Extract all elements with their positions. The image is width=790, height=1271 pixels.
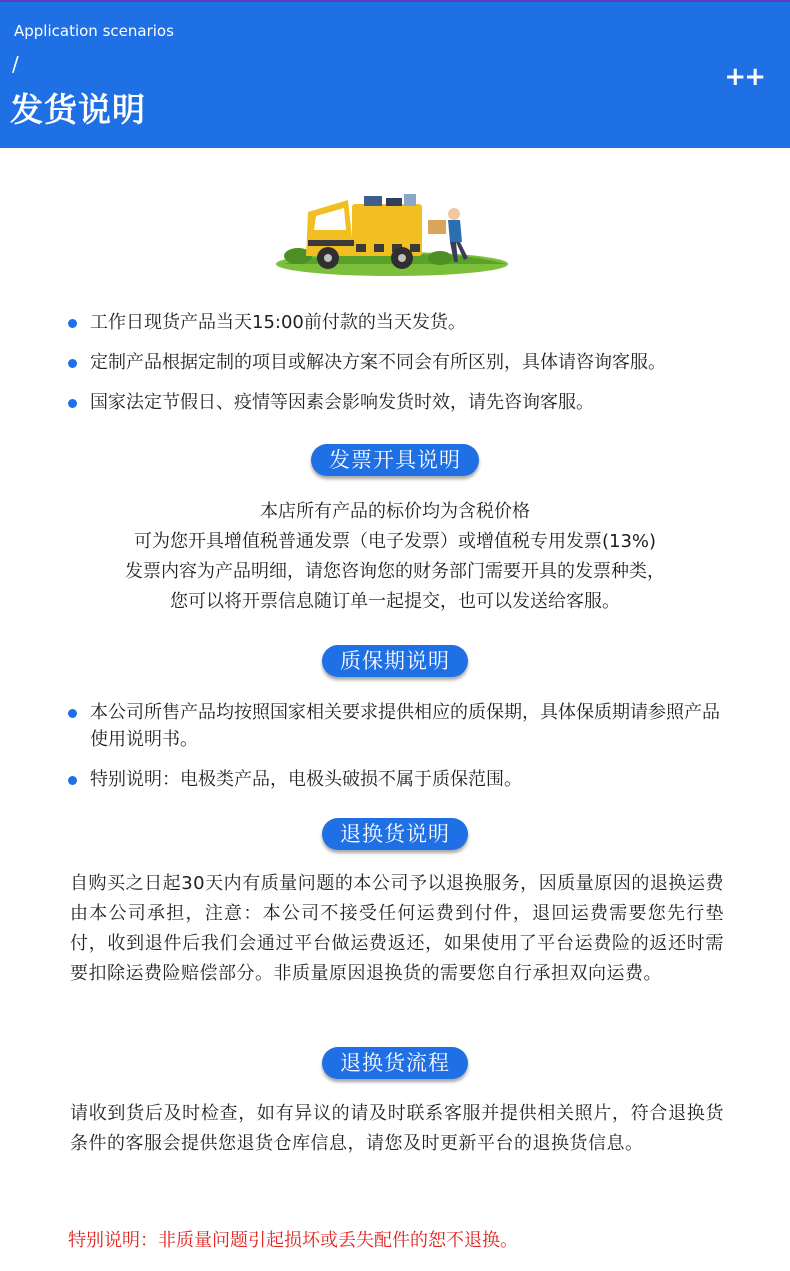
process-heading: 退换货流程 — [322, 1047, 468, 1079]
invoice-line: 您可以将开票信息随订单一起提交，也可以发送给客服。 — [170, 591, 620, 612]
invoice-text — [0, 497, 790, 617]
header-slash: / — [12, 52, 19, 76]
header-banner — [0, 0, 790, 148]
special-notice: 特别说明：非质量问题引起损坏或丢失配件的恕不退换。 — [68, 1230, 518, 1251]
invoice-line: 本店所有产品的标价均为含税价格 — [260, 501, 530, 522]
warranty-heading: 质保期说明 — [322, 645, 468, 677]
list-item: 本公司所售产品均按照国家相关要求提供相应的质保期，具体保质期请参照产品使用说明书。 — [66, 699, 728, 753]
delivery-truck-icon — [274, 190, 514, 282]
returns-heading: 退换货说明 — [322, 818, 468, 850]
list-item: 国家法定节假日、疫情等因素会影响发货时效，请先咨询客服。 — [66, 389, 746, 416]
invoice-heading: 发票开具说明 — [311, 444, 479, 476]
invoice-line: 发票内容为产品明细，请您咨询您的财务部门需要开具的发票种类， — [125, 561, 665, 582]
header-plus-decoration: ++ — [724, 62, 764, 92]
warranty-list — [66, 699, 728, 806]
shipping-list — [66, 309, 746, 429]
process-text: 请收到货后及时检查，如有异议的请及时联系客服并提供相关照片，符合退换货条件的客服会提供您退货仓库信息，请您及时更新平台的退换货信息。 — [70, 1103, 724, 1154]
list-item: 工作日现货产品当天15:00前付款的当天发货。 — [66, 309, 746, 336]
header-subtitle: Application scenarios — [14, 22, 174, 40]
invoice-line: 可为您开具增值税普通发票（电子发票）或增值税专用发票(13%) — [133, 531, 657, 552]
returns-text: 自购买之日起30天内有质量问题的本公司予以退换服务，因质量原因的退换运费由本公司承担，注意：本公司不接受任何运费到付件，退回运费需要您先行垫付，收到退件后我们会通过平台做运费返还，如果使用了平台运费险的返还时需要扣除运费险赔偿部分。非质量原因退换货的需要您自行承担双向运费。 — [70, 873, 724, 984]
list-item: 特别说明：电极类产品，电极头破损不属于质保范围。 — [66, 766, 728, 793]
page-title: 发货说明 — [10, 90, 146, 129]
list-item: 定制产品根据定制的项目或解决方案不同会有所区别，具体请咨询客服。 — [66, 349, 746, 376]
